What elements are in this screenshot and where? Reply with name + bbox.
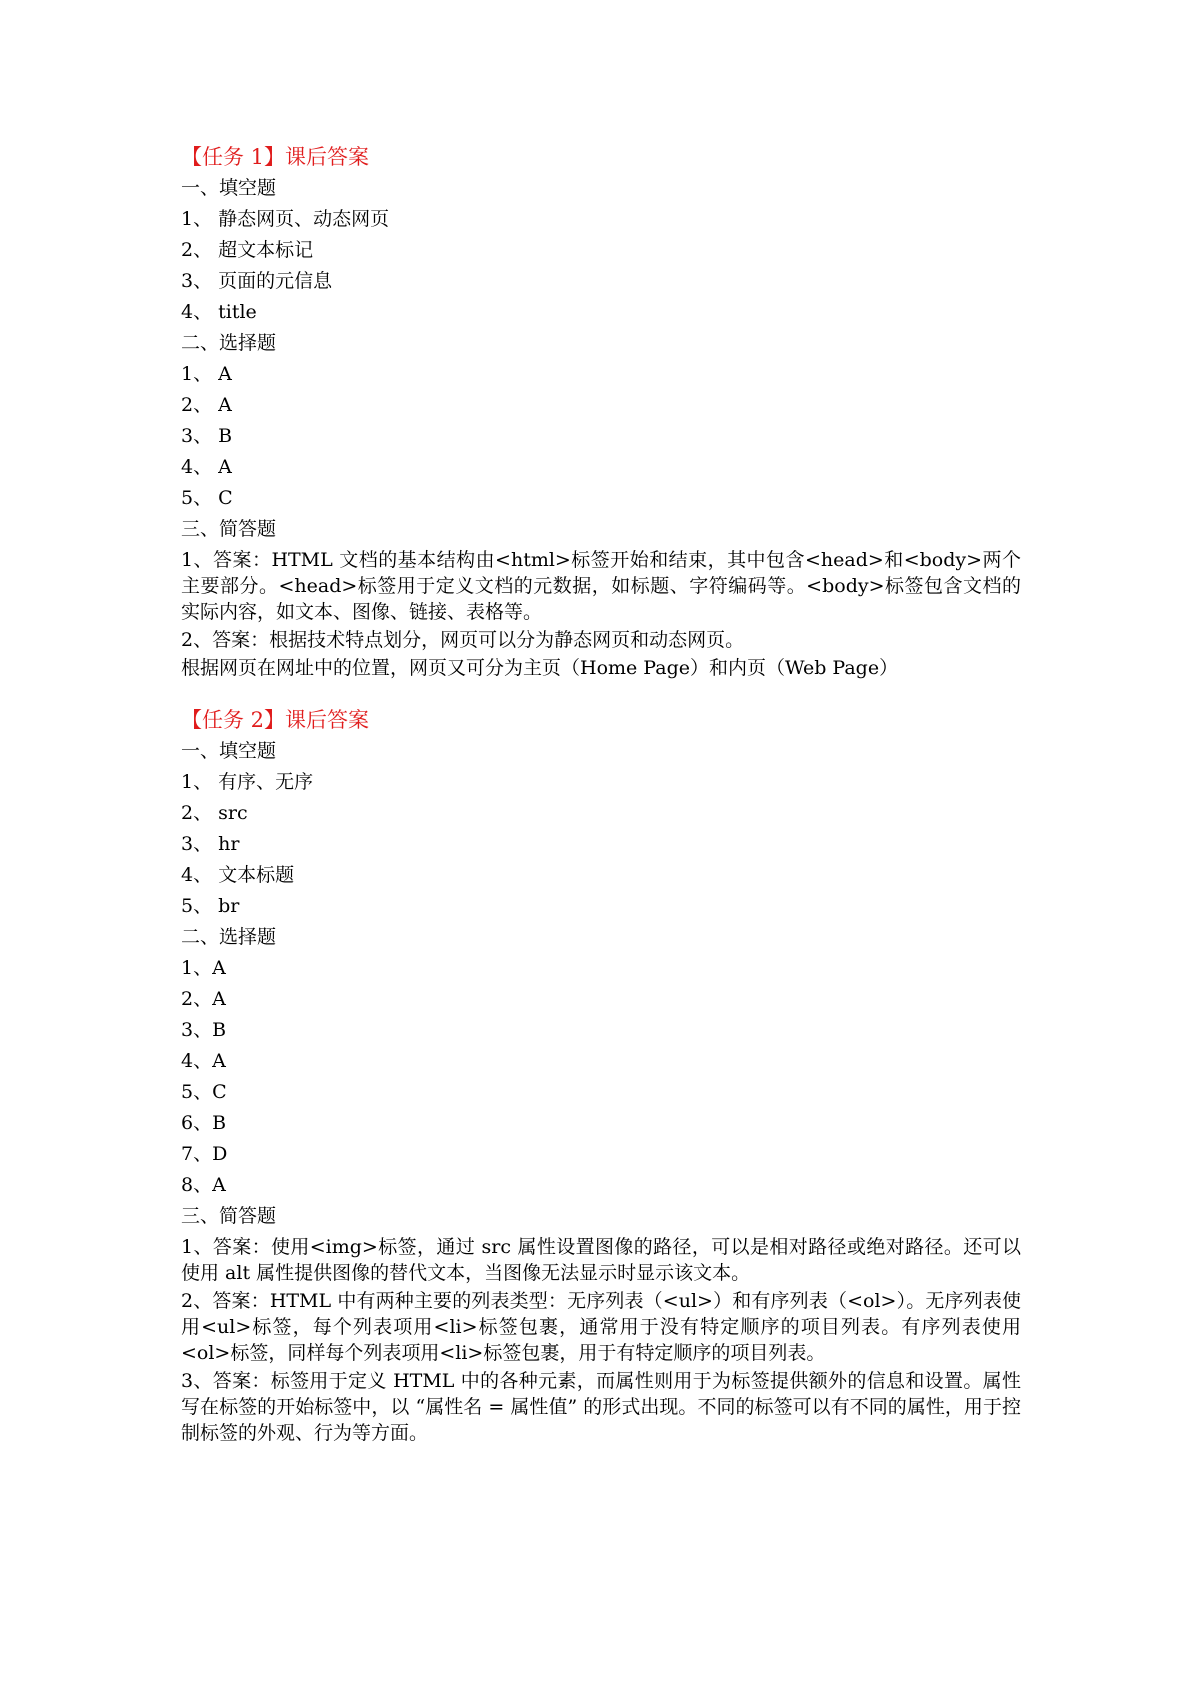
task1-choice-item: 5、 C	[181, 487, 233, 509]
task2-choice-item: 7、D	[181, 1143, 228, 1165]
task2-choice-item: 4、A	[181, 1050, 226, 1072]
task2-fill-heading: 一、填空题	[181, 740, 277, 762]
task1-choice-item: 4、 A	[181, 456, 232, 478]
task1-short-heading: 三、简答题	[181, 518, 277, 540]
task2-choice-item: 5、C	[181, 1081, 227, 1103]
task2-choice-item: 1、A	[181, 957, 226, 979]
task2-title: 【任务 2】课后答案	[181, 708, 370, 732]
task2-choice-item: 6、B	[181, 1112, 227, 1134]
task1-section	[181, 142, 1021, 681]
task1-fill-item: 2、 超文本标记	[181, 239, 314, 261]
task1-choice-item: 1、 A	[181, 363, 232, 385]
task1-short-answer: 1、答案：HTML 文档的基本结构由<html>标签开始和结束，其中包含<head>和<body>两个主要部分。<head>标签用于定义文档的元数据，如标题、字符编码等。<body>标签包含文档的实际内容，如文本、图像、链接、表格等。	[181, 549, 1021, 623]
task1-choice-item: 3、 B	[181, 425, 233, 447]
task1-short-answer: 根据网页在网址中的位置，网页又可分为主页（Home Page）和内页（Web Page）	[181, 657, 899, 679]
task2-fill-item: 4、 文本标题	[181, 864, 295, 886]
task1-short-answer: 2、答案：根据技术特点划分，网页可以分为静态网页和动态网页。	[181, 629, 745, 651]
task2-short-heading: 三、简答题	[181, 1205, 277, 1227]
task2-choice-item: 3、B	[181, 1019, 227, 1041]
task2-short-answer: 1、答案：使用<img>标签，通过 src 属性设置图像的路径，可以是相对路径或绝对路径。还可以使用 alt 属性提供图像的替代文本，当图像无法显示时显示该文本。	[181, 1236, 1021, 1284]
task1-fill-item: 3、 页面的元信息	[181, 270, 333, 292]
task2-section	[181, 705, 1021, 1446]
task2-fill-item: 3、 hr	[181, 833, 240, 855]
task2-fill-item: 5、 br	[181, 895, 240, 917]
task2-fill-item: 2、 src	[181, 802, 248, 824]
task1-fill-heading: 一、填空题	[181, 177, 277, 199]
task1-fill-item: 4、 title	[181, 301, 257, 323]
task1-choice-item: 2、 A	[181, 394, 232, 416]
task2-short-answer: 3、答案：标签用于定义 HTML 中的各种元素，而属性则用于为标签提供额外的信息和设置。属性写在标签的开始标签中，以 “属性名 = 属性值” 的形式出现。不同的标签可以有不同的属性，用于控制标签的外观、行为等方面。	[181, 1370, 1021, 1444]
task2-choice-item: 2、A	[181, 988, 226, 1010]
task1-choice-heading: 二、选择题	[181, 332, 277, 354]
document-page	[181, 142, 1021, 1446]
task2-choice-item: 8、A	[181, 1174, 226, 1196]
task2-choice-heading: 二、选择题	[181, 926, 277, 948]
task2-short-answer: 2、答案：HTML 中有两种主要的列表类型：无序列表（<ul>）和有序列表（<ol>）。无序列表使用<ul>标签，每个列表项用<li>标签包裹，通常用于没有特定顺序的项目列表。有序列表使用<ol>标签，同样每个列表项用<li>标签包裹，用于有特定顺序的项目列表。	[181, 1290, 1021, 1364]
task1-title: 【任务 1】课后答案	[181, 145, 370, 169]
task2-fill-item: 1、 有序、无序	[181, 771, 314, 793]
task1-fill-item: 1、 静态网页、动态网页	[181, 208, 390, 230]
